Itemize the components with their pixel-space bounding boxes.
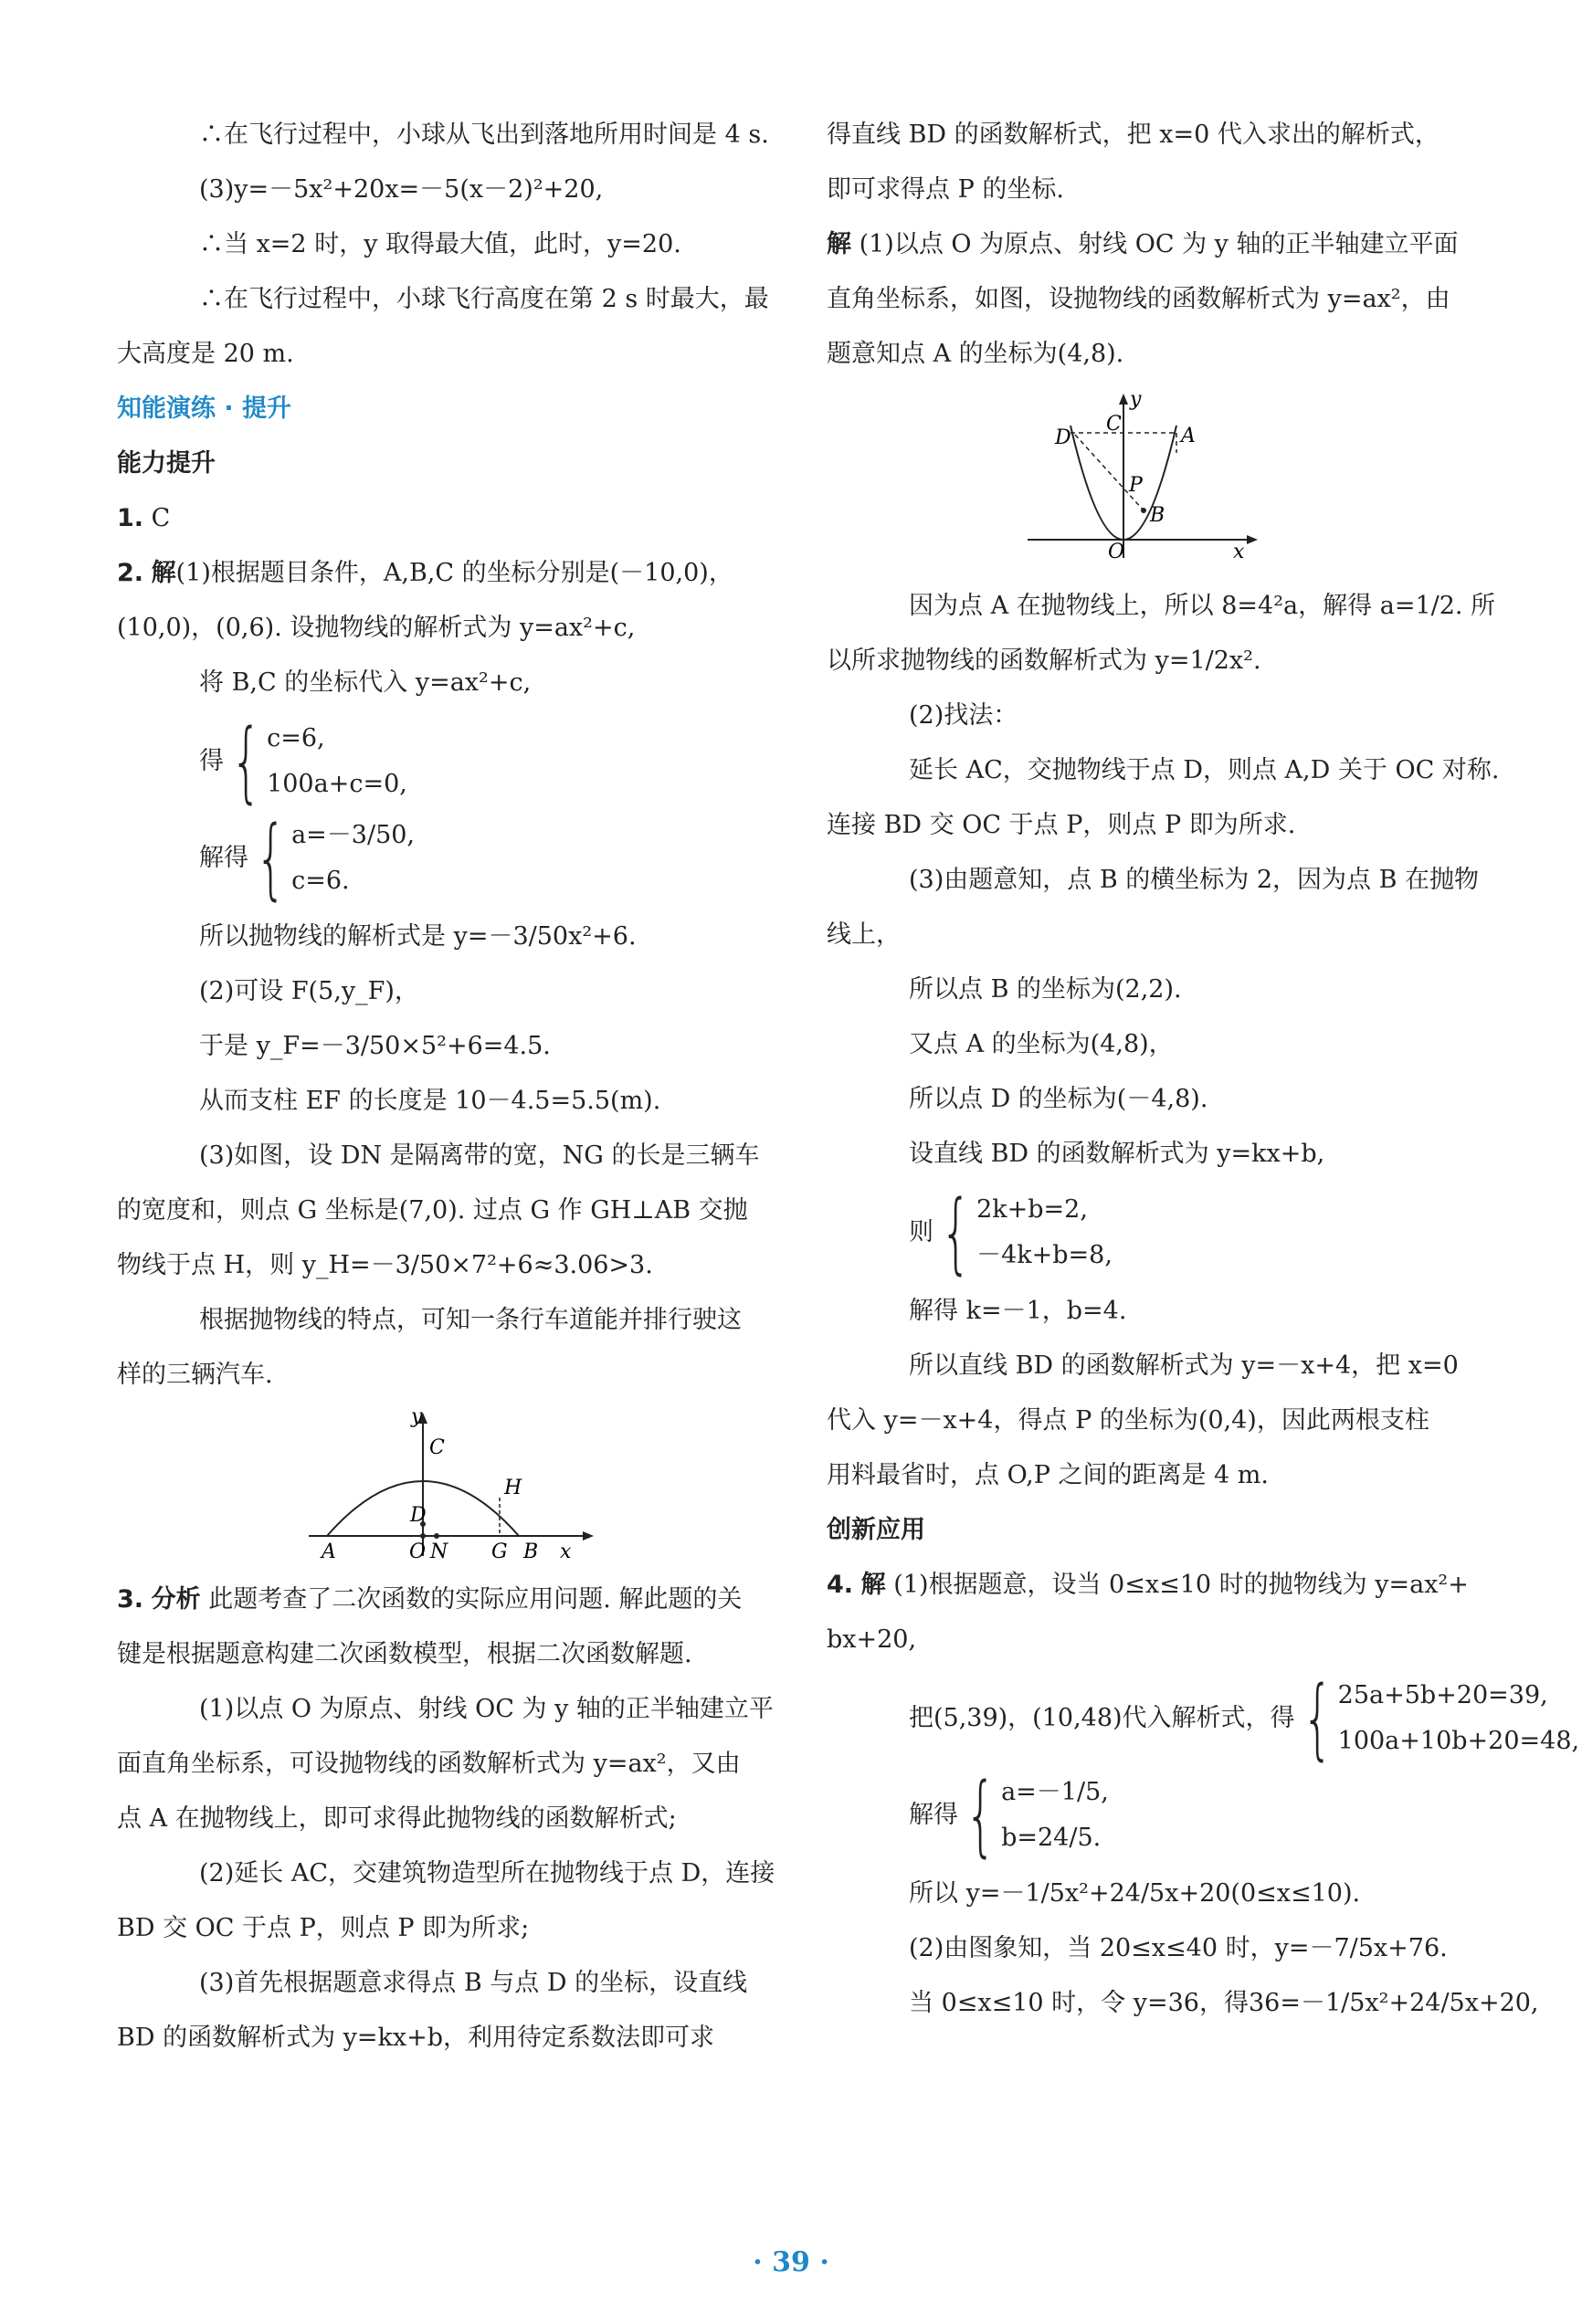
- text-line: 以所求抛物线的函数解析式为 y=1/2x².: [827, 647, 1261, 675]
- text: 此题考查了二次函数的实际应用问题. 解此题的关: [208, 1585, 743, 1614]
- text-line: (2)由图象知，当 20≤x≤40 时，y=－7/5x+76.: [909, 1934, 1448, 1962]
- page-number: · 39 ·: [753, 2246, 829, 2278]
- text-line: 代入 y=－x+4，得点 P 的坐标为(0,4)，因此两根支柱: [827, 1406, 1429, 1435]
- equation: 100a+c=0,: [267, 770, 407, 798]
- text-line: bx+20,: [827, 1625, 917, 1654]
- text-line: 连接 BD 交 OC 于点 P，则点 P 即为所求.: [827, 811, 1296, 839]
- x-axis-arrow-icon: [1247, 535, 1258, 544]
- label-y: y: [1130, 389, 1142, 411]
- solution-tag: 解: [151, 559, 176, 587]
- label: 则: [909, 1218, 933, 1246]
- text-line: 延长 AC，交抛物线于点 D，则点 A,D 关于 OC 对称.: [909, 756, 1500, 784]
- text-line: 题意知点 A 的坐标为(4,8).: [827, 340, 1124, 368]
- parabola-bridge-diagram: [300, 1410, 601, 1565]
- label-d: D: [410, 1504, 427, 1527]
- brace-icon: {: [1302, 1667, 1333, 1770]
- label: 得: [199, 747, 224, 775]
- subsection-title: 能力提升: [117, 449, 216, 478]
- label: 把(5,39)，(10,48)代入解析式，得: [909, 1704, 1295, 1732]
- x-axis-arrow-icon: [583, 1531, 594, 1541]
- brace-icon: {: [255, 807, 287, 910]
- equation-system: [827, 1667, 1580, 1770]
- question-1: [117, 491, 784, 546]
- label-x: x: [560, 1541, 572, 1563]
- solution-line: [827, 217, 1466, 272]
- question-2-line: [117, 546, 784, 601]
- brace-icon: {: [230, 710, 262, 813]
- text-line: 从而支柱 EF 的长度是 10－4.5=5.5(m).: [199, 1087, 661, 1115]
- text-line: (3)首先根据题意求得点 B 与点 D 的坐标，设直线: [199, 1969, 748, 1997]
- text-line: (3)y=－5x²+20x=－5(x－2)²+20,: [199, 175, 604, 204]
- text-line: 样的三辆汽车.: [117, 1361, 273, 1389]
- label: 解得: [199, 844, 248, 872]
- left-column: [117, 108, 784, 2066]
- text-line: ∴在飞行过程中，小球飞行高度在第 2 s 时最大，最: [199, 285, 769, 313]
- question-number: 3.: [117, 1585, 144, 1614]
- text-line: (3)由题意知，点 B 的横坐标为 2，因为点 B 在抛物: [909, 866, 1480, 894]
- solution-tag: 解: [827, 230, 851, 258]
- label-o: O: [1108, 541, 1125, 563]
- text-line: ∴在飞行过程中，小球从飞出到落地所用时间是 4 s.: [199, 121, 769, 149]
- text-line: (2)可设 F(5,y_F)，: [199, 977, 419, 1005]
- equation: a=－3/50,: [291, 821, 416, 849]
- label-d: D: [1055, 426, 1071, 449]
- text-line: 所以 y=－1/5x²+24/5x+20(0≤x≤10).: [909, 1879, 1361, 1908]
- label-c: C: [1106, 413, 1122, 436]
- text-line: 点 A 在抛物线上，即可求得此抛物线的函数解析式;: [117, 1804, 677, 1833]
- text-line: BD 交 OC 于点 P，则点 P 即为所求;: [117, 1914, 530, 1942]
- equation: －4k+b=8,: [976, 1241, 1113, 1269]
- label-o: O: [409, 1541, 427, 1563]
- text-line: 面直角坐标系，可设抛物线的函数解析式为 y=ax²，又由: [117, 1750, 741, 1778]
- text: (1)根据题意，设当 0≤x≤10 时的抛物线为 y=ax²+: [893, 1571, 1469, 1599]
- text-line: 大高度是 20 m.: [117, 340, 294, 368]
- text-line: 得直线 BD 的函数解析式，把 x=0 代入求出的解析式，: [827, 121, 1440, 149]
- subsection-title: 创新应用: [827, 1516, 925, 1544]
- page-number-value: 39: [772, 2246, 810, 2278]
- text-line: 所以点 B 的坐标为(2,2).: [909, 975, 1182, 1004]
- label-a: A: [1181, 425, 1196, 447]
- label-y: y: [411, 1410, 423, 1428]
- text-line: 键是根据题意构建二次函数模型，根据二次函数解题.: [117, 1640, 692, 1668]
- label-p: P: [1129, 474, 1143, 497]
- equation: 100a+10b+20=48,: [1337, 1727, 1580, 1755]
- parabola-building-diagram: [1018, 389, 1274, 572]
- text-line: 根据抛物线的特点，可知一条行车道能并排行驶这: [199, 1306, 742, 1334]
- question-number: 1.: [117, 504, 144, 532]
- label-b: B: [523, 1541, 539, 1563]
- label-c: C: [429, 1436, 445, 1459]
- brace-icon: {: [940, 1182, 972, 1284]
- equation-system: [117, 710, 784, 813]
- text-line: 线上，: [827, 920, 901, 949]
- text-line: 解得 k=－1，b=4.: [909, 1297, 1127, 1325]
- text: (1)根据题目条件，A,B,C 的坐标分别是(－10,0)，: [175, 559, 733, 587]
- text-line: 又点 A 的坐标为(4,8)，: [909, 1030, 1174, 1058]
- label: 解得: [909, 1801, 958, 1829]
- question-4-line: [827, 1558, 1469, 1613]
- y-axis-arrow-icon: [1119, 394, 1128, 405]
- text-line: 直角坐标系，如图，设抛物线的函数解析式为 y=ax²，由: [827, 285, 1450, 313]
- equation: c=6.: [291, 867, 350, 895]
- text-line: 所以直线 BD 的函数解析式为 y=－x+4，把 x=0: [909, 1351, 1459, 1380]
- text-line: ∴当 x=2 时，y 取得最大值，此时，y=20.: [199, 230, 681, 258]
- equation-system: [827, 1182, 1466, 1284]
- text-line: 所以点 D 的坐标为(－4,8).: [909, 1085, 1208, 1113]
- text-line: 即可求得点 P 的坐标.: [827, 175, 1064, 204]
- text-line: (3)如图，设 DN 是隔离带的宽，NG 的长是三辆车: [199, 1141, 760, 1170]
- question-number: 4.: [827, 1571, 854, 1599]
- equation: c=6,: [267, 724, 325, 752]
- text-line: 的宽度和，则点 G 坐标是(7,0). 过点 G 作 GH⊥AB 交抛: [117, 1196, 748, 1225]
- equation: 25a+5b+20=39,: [1337, 1681, 1548, 1709]
- text: (1)以点 O 为原点、射线 OC 为 y 轴的正半轴建立平面: [859, 230, 1459, 258]
- label-x: x: [1233, 541, 1245, 563]
- text-line: 于是 y_F=－3/50×5²+6=4.5.: [199, 1032, 551, 1060]
- label-h: H: [504, 1477, 522, 1499]
- label-n: N: [430, 1541, 448, 1563]
- text-line: (1)以点 O 为原点、射线 OC 为 y 轴的正半轴建立平: [199, 1695, 774, 1723]
- equation: b=24/5.: [1001, 1824, 1102, 1852]
- text-line: BD 的函数解析式为 y=kx+b，利用待定系数法即可求: [117, 2024, 715, 2052]
- equation: 2k+b=2,: [976, 1195, 1088, 1224]
- right-column: [827, 108, 1580, 2031]
- label-a: A: [322, 1541, 336, 1563]
- text-line: 当 0≤x≤10 时，令 y=36，得36=－1/5x²+24/5x+20,: [909, 1989, 1539, 2017]
- label-b: B: [1150, 504, 1165, 527]
- text-line: 所以抛物线的解析式是 y=－3/50x²+6.: [199, 922, 637, 951]
- equation: a=－1/5,: [1001, 1778, 1109, 1806]
- bd-segment: [1075, 435, 1144, 510]
- analysis-tag: 分析: [151, 1585, 201, 1614]
- text-line: 物线于点 H，则 y_H=－3/50×7²+6≈3.06>3.: [117, 1251, 653, 1279]
- brace-icon: {: [965, 1764, 997, 1867]
- text-line: 因为点 A 在抛物线上，所以 8=4²a，解得 a=1/2. 所: [909, 592, 1496, 620]
- question-3-line: [117, 1572, 784, 1627]
- equation-system: [117, 807, 784, 910]
- equation-system: [827, 1764, 1466, 1867]
- text-line: (2)延长 AC，交建筑物造型所在抛物线于点 D，连接: [199, 1859, 775, 1888]
- section-title: 知能演练 · 提升: [117, 394, 292, 423]
- text-line: 设直线 BD 的函数解析式为 y=kx+b,: [909, 1140, 1325, 1168]
- text-line: (2)找法：: [909, 701, 1018, 730]
- label-g: G: [491, 1541, 508, 1563]
- text-line: 将 B,C 的坐标代入 y=ax²+c,: [199, 668, 532, 697]
- solution-tag: 解: [860, 1571, 886, 1599]
- answer: C: [151, 504, 171, 532]
- question-number: 2.: [117, 559, 144, 587]
- text-line: 用料最省时，点 O,P 之间的距离是 4 m.: [827, 1461, 1269, 1489]
- text-line: (10,0)，(0,6). 设抛物线的解析式为 y=ax²+c,: [117, 614, 636, 642]
